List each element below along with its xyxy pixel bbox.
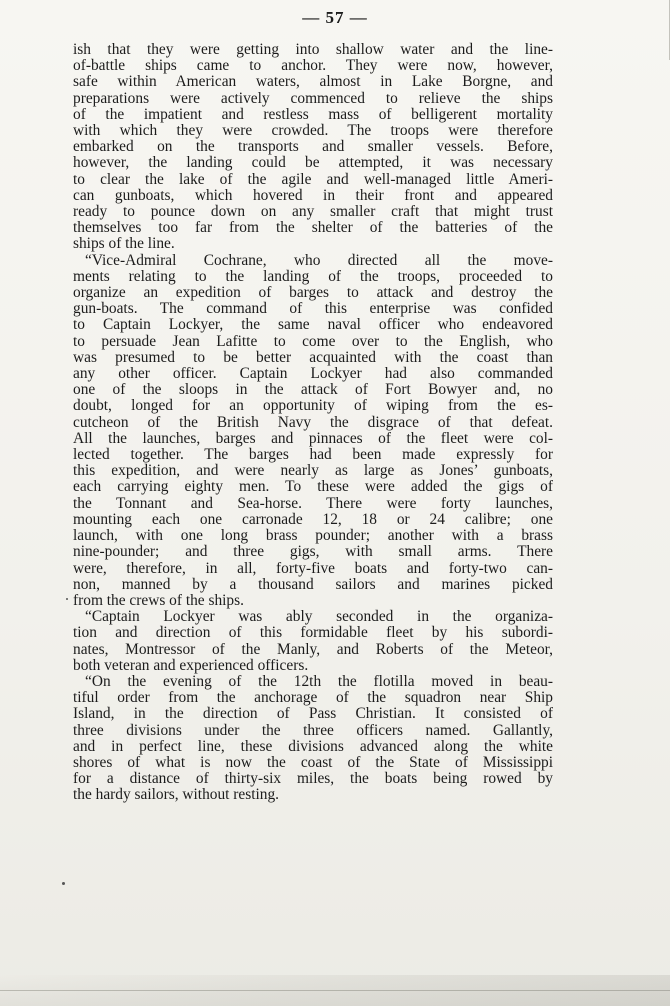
text-line: the hardy sailors, without resting. [73,786,280,804]
text-line: non, manned by a thousand sailors and marines picked [73,575,553,593]
page-crease [0,990,670,991]
text-line: embarked on the transports and smaller vessels. Before, [73,138,553,156]
text-line: tiful order from the anchorage of the squadron near Ship [73,689,553,707]
text-line: shores of what is now the coast of the State of Mississippi [73,753,553,771]
paragraph [73,42,553,253]
text-line: and in perfect line, these divisions advanced along the white [73,737,553,755]
text-line: the Tonnant and Sea-horse. There were forty launches, [73,494,553,512]
text-line: “Captain Lockyer was ably seconded in the organiza- [85,608,553,626]
text-line: “On the evening of the 12th the flotilla moved in beau- [85,672,553,690]
text-line: three divisions under the three officers named. Gallantly, [73,721,553,739]
text-line: gun-boats. The command of this enterprise was confided [73,300,553,318]
text-line: of the impatient and restless mass of belligerent mortality [73,105,553,123]
page-number: — 57 — [302,8,368,27]
text-line: lected together. The barges had been made expressly for [73,446,553,464]
paragraph [73,674,553,804]
text-line: to clear the lake of the agile and well-managed little Ameri- [73,170,553,188]
text-line: cutcheon of the British Navy the disgrace of that defeat. [73,413,553,431]
text-line: was presumed to be better acquainted with the coast than [73,348,553,366]
paper-speck [66,598,68,600]
text-line: each carrying eighty men. To these were added the gigs of [73,478,553,496]
text-line: preparations were actively commenced to relieve the ships [73,89,553,107]
text-line: themselves too far from the shelter of the batteries of the [73,219,553,237]
text-line: ments relating to the landing of the troops, proceeded to [73,267,553,285]
text-line: with which they were crowded. The troops were therefore [73,122,553,140]
text-line: ish that they were getting into shallow water and the line- [73,41,553,58]
text-line: safe within American waters, almost in Lake Borgne, and [73,73,553,91]
text-line: any other officer. Captain Lockyer had also commanded [73,365,553,383]
text-line: were, therefore, in all, forty-five boats and forty-two can- [73,559,553,577]
text-line: doubt, longed for an opportunity of wiping from the es- [73,397,553,415]
text-line: mounting each one carronade 12, 18 or 24 calibre; one [73,510,553,528]
text-line: Island, in the direction of Pass Christian. It consisted of [73,705,553,723]
text-line: for a distance of thirty-six miles, the boats being rowed by [73,770,553,788]
paragraph [73,253,553,609]
text-line: nine-pounder; and three gigs, with small arms. There [73,543,553,561]
paragraph [73,609,553,674]
text-line: organize an expedition of barges to attack and destroy the [73,284,553,302]
text-line: launch, with one long brass pounder; another with a brass [73,527,553,545]
text-line: tion and direction of this formidable fleet by his subordi- [73,624,553,642]
text-line: to Captain Lockyer, the same naval officer who endeavored [73,316,553,334]
text-line: ready to pounce down on any smaller craft that might trust [73,203,553,221]
text-line: of-battle ships came to anchor. They were now, however, [73,57,553,75]
body-text [73,42,553,804]
paper-speck [62,882,65,885]
text-line: both veteran and experienced officers. [73,656,309,674]
text-line: to persuade Jean Lafitte to come over to the English, who [73,332,553,350]
text-line: can gunboats, which hovered in their front and appeared [73,186,553,204]
text-line: one of the sloops in the attack of Fort Bowyer and, no [73,381,553,399]
text-line: ships of the line. [73,235,175,253]
text-line: “Vice-Admiral Cochrane, who directed all the move- [85,251,553,269]
text-line: All the launches, barges and pinnaces of the fleet were col- [73,429,553,447]
text-line: nates, Montressor of the Manly, and Roberts of the Meteor, [73,640,553,658]
text-line: however, the landing could be attempted, it was necessary [73,154,553,172]
text-line: from the crews of the ships. [73,591,244,609]
text-line: this expedition, and were nearly as large as Jones’ gunboats, [73,462,553,480]
